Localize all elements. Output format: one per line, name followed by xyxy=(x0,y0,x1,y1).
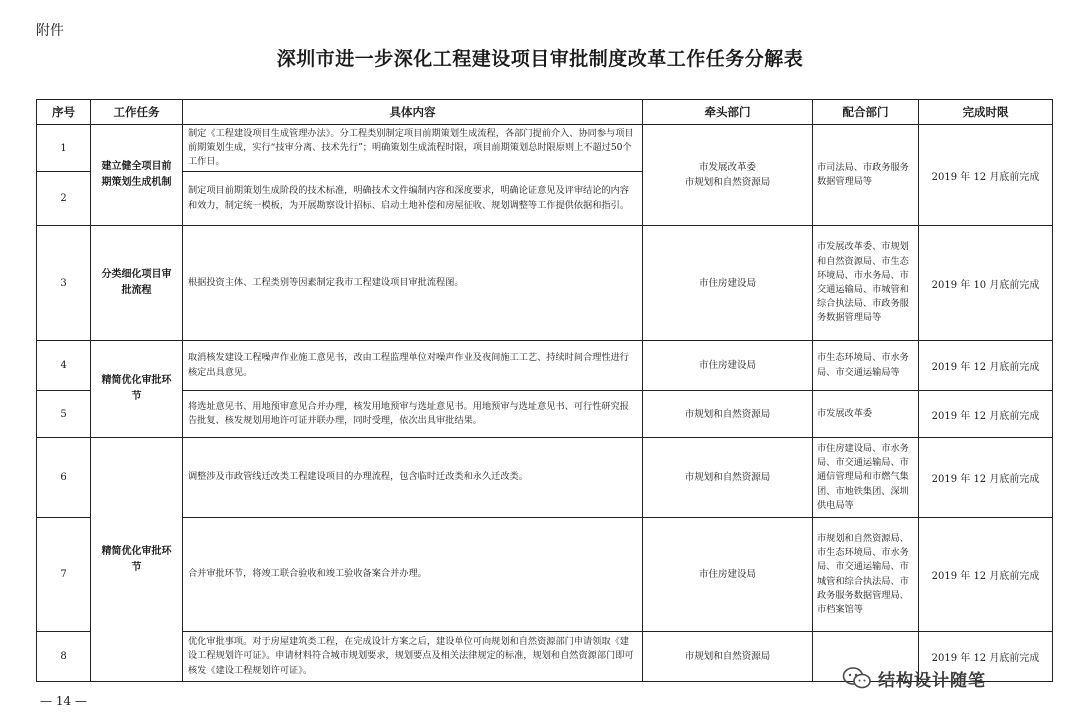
row-content: 取消核发建设工程噪声作业施工意见书，改由工程监理单位对噪声作业及夜间施工工艺、持续时间合理性进行核定出具意见。 xyxy=(183,341,643,391)
row-lead: 市规划和自然资源局 xyxy=(643,391,813,438)
header-lead: 牵头部门 xyxy=(643,100,813,125)
row-seq: 7 xyxy=(37,518,91,632)
row-lead: 市发展改革委 市规划和自然资源局 xyxy=(643,125,813,226)
row-lead: 市规划和自然资源局 xyxy=(643,438,813,518)
row-deadline: 2019 年 12 月底前完成 xyxy=(919,518,1053,632)
task-group: 精简优化审批环节 xyxy=(91,341,183,438)
task-group: 精简优化审批环节 xyxy=(91,438,183,682)
row-content: 合并审批环节，将竣工联合验收和竣工验收备案合并办理。 xyxy=(183,518,643,632)
watermark xyxy=(842,664,1052,692)
watermark-text: 结构设计随笔 xyxy=(878,670,986,691)
row-lead: 市住房建设局 xyxy=(643,341,813,391)
row-seq: 2 xyxy=(37,172,91,226)
table-row xyxy=(37,438,1053,518)
row-coop: 市住房建设局、市水务局、市交通运输局、市通信管理局和市燃气集团、市地铁集团、深圳供电局等 xyxy=(813,438,919,518)
row-seq: 4 xyxy=(37,341,91,391)
row-deadline: 2019 年 12 月底前完成 xyxy=(919,632,1053,682)
table-row xyxy=(37,125,1053,172)
attachment-label: 附件 xyxy=(36,23,64,39)
chat-bubbles-icon xyxy=(842,666,872,690)
row-deadline: 2019 年 12 月底前完成 xyxy=(919,391,1053,438)
table-row xyxy=(37,341,1053,391)
row-seq: 3 xyxy=(37,226,91,341)
row-seq: 1 xyxy=(37,125,91,172)
page-number: — 14 — xyxy=(40,694,87,708)
row-deadline: 2019 年 12 月底前完成 xyxy=(919,125,1053,226)
row-deadline: 2019 年 12 月底前完成 xyxy=(919,438,1053,518)
header-seq: 序号 xyxy=(37,100,91,125)
row-deadline: 2019 年 10 月底前完成 xyxy=(919,226,1053,341)
row-lead: 市住房建设局 xyxy=(643,518,813,632)
header-coop: 配合部门 xyxy=(813,100,919,125)
task-group: 分类细化项目审批流程 xyxy=(91,226,183,341)
header-task: 工作任务 xyxy=(91,100,183,125)
header-deadline: 完成时限 xyxy=(919,100,1053,125)
row-content: 将选址意见书、用地预审意见合并办理，核发用地预审与选址意见书。用地预审与选址意见书、可行性研究报告批复、核发规划用地许可证并联办理，同时受理，依次出具审批结果。 xyxy=(183,391,643,438)
row-content: 调整涉及市政管线迁改类工程建设项目的办理流程，包含临时迁改类和永久迁改类。 xyxy=(183,438,643,518)
row-seq: 6 xyxy=(37,438,91,518)
table-row xyxy=(37,391,1053,438)
row-lead: 市住房建设局 xyxy=(643,226,813,341)
task-group: 建立健全项目前期策划生成机制 xyxy=(91,125,183,226)
row-coop: 市生态环境局、市水务局、市交通运输局等 xyxy=(813,341,919,391)
header-content: 具体内容 xyxy=(183,100,643,125)
row-coop: 市司法局、市政务服务数据管理局等 xyxy=(813,125,919,226)
row-content: 制定《工程建设项目生成管理办法》。分工程类别制定项目前期策划生成流程，各部门提前介入、协同参与项目前期策划生成，实行“技审分离、技术先行”；明确策划生成流程时限，项目前期策划总时限原则上不超过50个工作日。 xyxy=(183,125,643,172)
table-row xyxy=(37,226,1053,341)
row-coop: 市发展改革委、市规划和自然资源局、市生态环境局、市水务局、市交通运输局、市城管和综合执法局、市政务服务数据管理局等 xyxy=(813,226,919,341)
page-title: 深圳市进一步深化工程建设项目审批制度改革工作任务分解表 xyxy=(276,48,804,70)
row-seq: 8 xyxy=(37,632,91,682)
row-seq: 5 xyxy=(37,391,91,438)
row-coop: 市发展改革委 xyxy=(813,391,919,438)
row-content: 制定项目前期策划生成阶段的技术标准，明确技术文件编制内容和深度要求，明确论证意见及评审结论的内容和效力，制定统一模板，为开展勘察设计招标、启动土地补偿和房屋征收、规划调整等工作提供依据和指引。 xyxy=(183,172,643,226)
table-row xyxy=(37,518,1053,632)
row-content: 根据投资主体、工程类别等因素制定我市工程建设项目审批流程图。 xyxy=(183,226,643,341)
table-header-row xyxy=(37,100,1053,125)
row-coop: 市规划和自然资源局、市生态环境局、市水务局、市交通运输局、市城管和综合执法局、市政务服务数据管理局、市档案馆等 xyxy=(813,518,919,632)
row-lead: 市规划和自然资源局 xyxy=(643,632,813,682)
row-content: 优化审批事项。对于房屋建筑类工程，在完成设计方案之后，建设单位可向规划和自然资源部门申请领取《建设工程规划许可证》。申请材料符合城市规划要求，规划要点及相关法律规定的标准，规划和自然资源部门即可核发《建设工程规划许可证》。 xyxy=(183,632,643,682)
row-deadline: 2019 年 12 月底前完成 xyxy=(919,341,1053,391)
task-table xyxy=(36,99,1053,682)
